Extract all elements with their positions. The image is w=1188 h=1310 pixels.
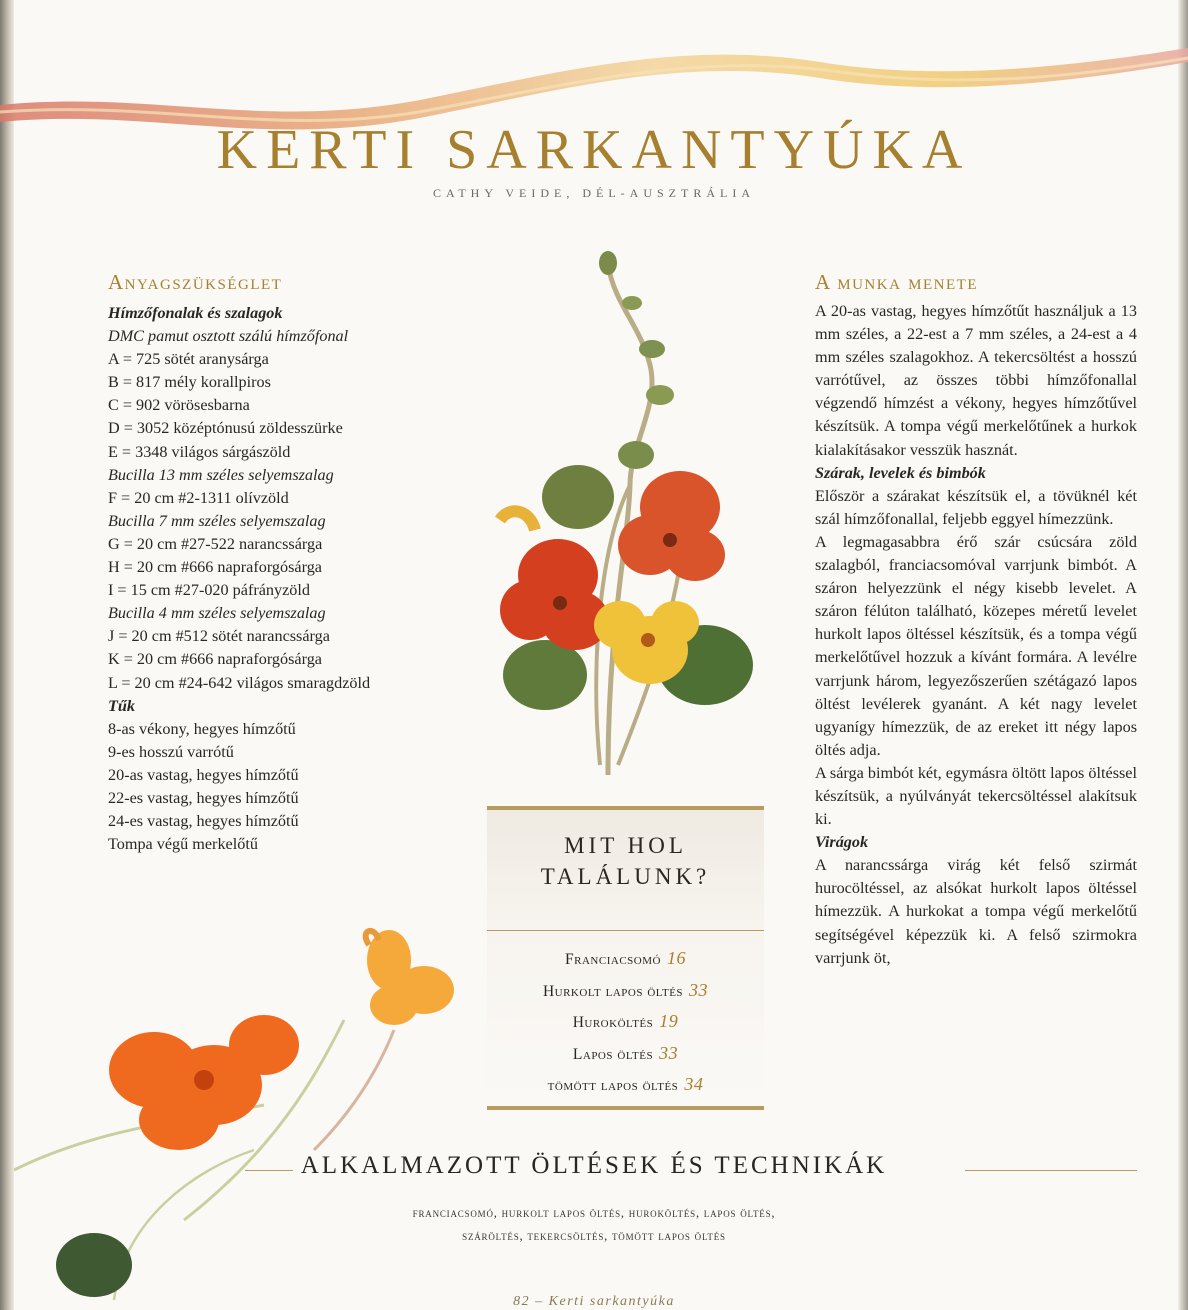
materials-item: I = 15 cm #27-020 páfrányzöld	[108, 581, 310, 600]
techniques-line: franciacsomó, hurkolt lapos öltés, huroköltés, lapos öltés,	[412, 1206, 776, 1220]
materials-item: D = 3052 középtónusú zöldesszürke	[108, 419, 343, 438]
materials-needles-subheading: Tűk	[108, 696, 135, 715]
index-item-name: Franciacsomó	[565, 951, 661, 968]
index-item-name: tömött lapos öltés	[547, 1077, 679, 1094]
materials-item: 20-as vastag, hegyes hímzőtű	[108, 765, 299, 784]
materials-heading: Anyagszükséglet	[108, 270, 283, 294]
techniques-list	[0, 1202, 1188, 1248]
index-item	[487, 1006, 764, 1038]
method-intro-paragraph: A 20-as vastag, hegyes hímzőtűt használjuk a 13 mm széles, a 22-est a 7 mm széles, a 24-est a 4 mm széles szalagokhoz. A tekercsöltést a hosszú varrótűvel, az összes többi hímzőfonallal végzendő hímzést a vékony, hegyes hímzőtűvel készítsük. A tompa végű merkelőtűnek a hurkok kialakításakor vesszük hasznát.	[815, 302, 1137, 459]
techniques-line: száröltés, tekercsöltés, tömött lapos öltés	[462, 1229, 726, 1243]
materials-item: G = 20 cm #27-522 narancssárga	[108, 534, 323, 553]
index-box-title-line: MIT HOL	[564, 833, 687, 858]
page-footer: 82 – Kerti sarkantyúka	[513, 1294, 675, 1309]
materials-list	[108, 302, 438, 856]
materials-ribbon-type: Bucilla 13 mm széles selyemszalag	[108, 465, 334, 484]
author-line: CATHY VEIDE, DÉL-AUSZTRÁLIA	[433, 186, 755, 200]
materials-item: E = 3348 világos sárgászöld	[108, 442, 291, 461]
materials-item: 22-es vastag, hegyes hímzőtű	[108, 788, 299, 807]
index-item	[487, 943, 764, 975]
index-box	[487, 806, 764, 1110]
method-subheading-stems: Szárak, levelek és bimbók	[815, 463, 986, 482]
index-item-page: 19	[659, 1011, 679, 1031]
index-item-name: Lapos öltés	[572, 1045, 654, 1063]
materials-item: 24-es vastag, hegyes hímzőtű	[108, 812, 299, 831]
index-item	[487, 1038, 764, 1070]
materials-item: 9-es hosszú varrótű	[108, 742, 234, 761]
index-item	[487, 975, 764, 1007]
method-paragraph: Először a szárakat készítsük el, a tövüknél két szál hímzőfonallal, feljebb eggyel hímezzünk.	[815, 486, 1137, 528]
method-text	[815, 300, 1137, 970]
method-paragraph: A sárga bimbót két, egymásra öltött lapos öltéssel készítsük, a nyúlványát tekercsöltéssel alakítsuk ki.	[815, 763, 1137, 829]
materials-subheading: Hímzőfonalak és szalagok	[108, 304, 283, 322]
materials-item: B = 817 mély korallpiros	[108, 373, 271, 392]
index-item-page: 33	[659, 1042, 679, 1063]
materials-item: K = 20 cm #666 napraforgósárga	[108, 650, 322, 669]
index-box-title-line: TALÁLUNK?	[540, 864, 711, 889]
index-item-page: 16	[666, 948, 686, 968]
materials-thread-type: DMC pamut osztott szálú hímzőfonal	[108, 327, 349, 346]
index-box-title	[487, 830, 764, 892]
materials-item: Tompa végű merkelőtű	[108, 835, 258, 854]
materials-item: L = 20 cm #24-642 világos smaragdzöld	[108, 673, 371, 692]
index-item-page: 33	[689, 979, 709, 1000]
materials-item: F = 20 cm #2-1311 olívzöld	[108, 488, 289, 507]
method-paragraph: A legmagasabbra érő szár csúcsára zöld szalagból, franciacsomóval varrjunk bimbót. A száron helyezzünk el négy kisebb levelet. A száron félúton található, közepes méretű levelet hurkolt lapos öltéssel készítsük, és a tompa végű merkelőtűvel hozzuk a kívánt formára. A levélre varrjunk három, legyezőszerűen szétágazó lapos öltést levélerek gyanánt. A két nagy levelet ugyanígy hímezzük, de az ereket itt négy lapos öltés adja.	[815, 532, 1137, 759]
embroidered-nasturtium-image	[490, 245, 770, 785]
method-subheading-flowers: Virágok	[815, 833, 869, 852]
index-item	[487, 1069, 764, 1101]
method-paragraph: A narancssárga virág két felső szirmát hurocöltéssel, az alsókat hurkolt lapos öltéssel hímezzük. A hurkokat a tompa végű merkelőtű segítségével képezzük ki. A felső szirmokra varrjunk öt,	[815, 856, 1137, 967]
page-title: KERTI SARKANTYÚKA	[216, 119, 972, 181]
materials-item: C = 902 vörösesbarna	[108, 396, 250, 415]
techniques-heading-text: ALKALMAZOTT ÖLTÉSEK ÉS TECHNIKÁK	[300, 1152, 888, 1179]
techniques-heading	[0, 1152, 1188, 1180]
materials-item: J = 20 cm #512 sötét narancssárga	[108, 627, 330, 646]
materials-item: A = 725 sötét aranysárga	[108, 350, 269, 369]
index-item-name: Hurkolt lapos öltés	[542, 982, 684, 1000]
index-box-list	[487, 943, 764, 1101]
materials-item: 8-as vékony, hegyes hímzőtű	[108, 719, 296, 738]
index-item-page: 34	[684, 1074, 704, 1094]
method-heading: A munka menete	[815, 270, 978, 294]
index-item-name: Huroköltés	[572, 1014, 654, 1031]
index-box-divider	[487, 930, 764, 931]
materials-ribbon-type: Bucilla 4 mm széles selyemszalag	[108, 604, 326, 623]
materials-ribbon-type: Bucilla 7 mm széles selyemszalag	[108, 511, 326, 530]
materials-item: H = 20 cm #666 napraforgósárga	[108, 558, 322, 577]
